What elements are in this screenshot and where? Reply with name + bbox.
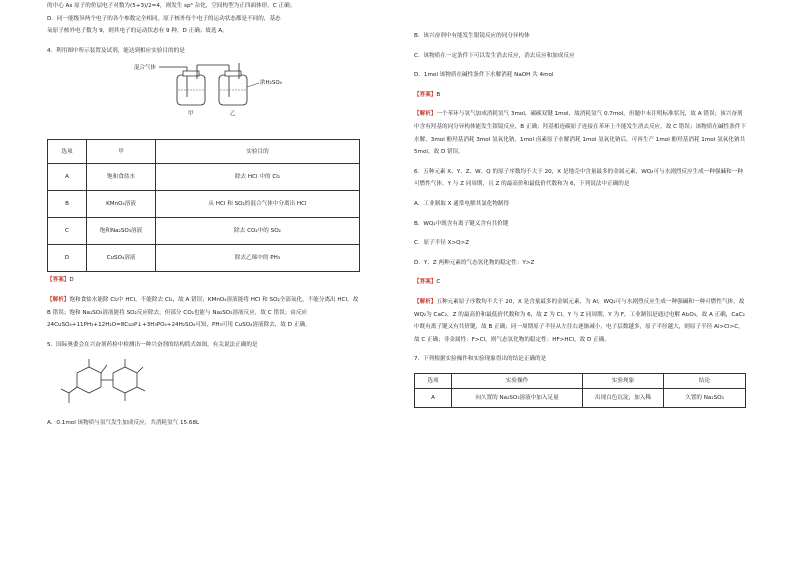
header-purpose: 实验目的 [156, 140, 360, 164]
cell-purpose: 除去 CO₂中的 SO₂ [156, 218, 360, 245]
molecule-structure [47, 351, 360, 417]
cell-conclusion: 久置的 Na₂SO₃ [664, 388, 746, 407]
header-operation: 实验操作 [452, 373, 583, 388]
bottle-a-label: 甲 [188, 111, 194, 118]
right-column [414, 0, 746, 408]
experiment-table [414, 373, 746, 408]
bottle-b-label: 乙 [230, 111, 236, 118]
para-2: D．同一能级异两个电子的各个参数完全相同。原子核外每个电子的运动状态都是不同的，基态 [47, 15, 281, 22]
para-3: 氧原子核外电子数为 9，则其电子的运动状态有 9 种，D 正确；故选 A。 [47, 28, 228, 35]
option-c: C．该物质在一定条件下可以发生消去反应，消去反应和加成反应 [414, 52, 575, 59]
molecule-drawing [47, 351, 207, 417]
header-reagent: 甲 [87, 140, 156, 164]
cell-reagent: CuSO₄溶液 [87, 245, 156, 272]
acid-label: 浓H₂SO₄ [260, 80, 282, 87]
analysis-text: 饱和食盐水能除 Cl₂中 HCl，不能除去 Cl₂，故 A 错误；KMnO₄溶液能将 HCl 和 SO₂全部氧化，不能分离出 HCl，故 B 错误；饱和 Na₂SO₃溶液能将 SO₂反应除去，但部分 CO₂也能与 Na₂SO₃溶液反应，故 C 错误；由反应 24CuSO₄+11PH₃+12H₂O=8Cu₃P↓+3H₃PO₄+24H₂SO₄可知，PH₃可用 CuSO₄溶液除去，故 D 正确。 [47, 296, 359, 329]
question-5-option-a: A．0.1mol 该物质与氢气发生加成反应，共消耗氢气 15.68L [47, 420, 200, 427]
cell-option: A [48, 164, 87, 191]
cell-operation: 向久置的 Na₂SO₃溶液中加入足量 [452, 388, 583, 407]
question-7: 7．下列根据实验操作和实验现象得出的结论正确的是 [414, 356, 547, 363]
analysis-paragraph [47, 294, 360, 332]
cell-purpose: 除去乙烯中的 PH₃ [156, 245, 360, 272]
cell-purpose: 除去 HCl 中的 Cl₂ [156, 164, 360, 191]
reagent-table [47, 139, 360, 272]
table-header-row [415, 373, 746, 388]
answer-label: 【答案】 [414, 91, 437, 98]
answer-line [414, 89, 746, 102]
question-6-option-c: C．原子半径 X>Q>Z [414, 240, 470, 247]
analysis-text: 一个苯环与氢气加成消耗氢气 3mol，碳碳双键 1mol，故消耗氢气 0.7mol，但题中未注明标准状况，故 A 错误；该兴奋剂中含有羟基的同分异构体能发生银镜反应，B 正确；羟基相连碳原子连接在苯环上不能发生消去反应，故 C 错误；该物质在碱性条件下水解，3mol 酚羟基消耗 3mol 氢氧化钠，1mol 卤素原子水解消耗 1mol 氢氧化钠后，可再生产 1mol 酚羟基消耗 1mol 氢氧化钠共 5mol，故 D 错误。 [414, 111, 746, 156]
question-6-option-b: B．WQ₂中既含有离子键又含有共价键 [414, 220, 509, 227]
question-6-option-d: D．Y、Z 两种元素的气态氢化物的稳定性：Y>Z [414, 259, 535, 266]
question-6-option-a: A．工业制取 X 通常电解其氯化物制得 [414, 200, 510, 207]
analysis-paragraph-2 [414, 296, 746, 346]
option-d: D．1mol 该物质在碱性条件下水解消耗 NaOH 共 4mol [414, 72, 554, 79]
question-5: 5．国际奥委会在兴奋剂药检中检测出一种兴奋剂的结构简式如图，有关说法正确的是 [47, 341, 258, 348]
question-4: 4．利用图中所示装置及试剂，能达到相应实验目的的是 [47, 47, 185, 54]
para-1: 的中心 As 原子的价层电子对数为(5+3)/2=4，则发生 sp³ 杂化，空间构型为正四面体形，C 正确； [47, 3, 296, 9]
answer-label: 【答案】 [47, 277, 70, 284]
answer-value: B [436, 91, 441, 98]
answer-value: D [69, 277, 74, 284]
answer-line-2 [414, 276, 746, 289]
header-option: 选项 [415, 373, 452, 388]
table-row [48, 191, 360, 218]
answer-value: C [436, 279, 441, 286]
analysis-label: 【解析】 [414, 298, 437, 305]
table-row [48, 218, 360, 245]
cell-option: B [48, 191, 87, 218]
cell-reagent: 饱和Na₂SO₃溶液 [87, 218, 156, 245]
table-row [48, 245, 360, 272]
analysis-label: 【解析】 [414, 111, 437, 118]
cell-option: A [415, 388, 452, 407]
cell-reagent: KMnO₄溶液 [87, 191, 156, 218]
apparatus-drawing [47, 57, 360, 119]
cell-reagent: 饱和食盐水 [87, 164, 156, 191]
answer-line [47, 274, 360, 287]
cell-phenomenon: 出现白色沉淀，加入稀 [583, 388, 664, 407]
table-row [415, 388, 746, 407]
analysis-paragraph [414, 108, 746, 158]
analysis-text: 五种元素原子序数均不大于 20，X 是含量最多的金属元素，为 Al，WQ₂可与水剧烈反应生成一种强碱和一种可燃性气体，故 WQ₂为 CaC₂，Z 的最高价和最低价代数和为 6，故 Z 为 Cl，Y 与 Z 同周期，Y 为 F，工业制铝是通过电解 Al₂O₃，故 A 正确，CaC₂中既有离子键又有共价键，故 B 正确；同一周期原子半径从左往右逐渐减小，电子层数越多，原子半径越大，则原子半径 Al>Cl>C，故 C 正确；非金属性：F>Cl，则气态氢化物的稳定性：HF>HCl，故 D 正确。 [414, 298, 745, 343]
cell-option: D [48, 245, 87, 272]
answer-label: 【答案】 [414, 279, 437, 286]
apparatus-diagram [47, 57, 360, 119]
cell-option: C [48, 218, 87, 245]
header-conclusion: 结论 [664, 373, 746, 388]
cell-purpose: 从 HCl 和 SO₂的混合气体中分离出 HCl [156, 191, 360, 218]
header-phenomenon: 实验现象 [583, 373, 664, 388]
question-6: 6．五种元素 X、Y、Z、W、Q 的原子序数均不大于 20，X 是地壳中含量最多的金属元素，WQ₂可与水剧烈反应生成一种强碱和一种可燃性气体，Y 与 Z 同周期，且 Z 的最高价和最低价代数和为 6，下列说法中正确的是 [414, 168, 743, 188]
table-row [48, 164, 360, 191]
left-column [47, 0, 360, 430]
option-b: B．该兴奋剂中有能发生银镜反应的同分异构体 [414, 33, 530, 39]
table-header-row [48, 140, 360, 164]
analysis-label: 【解析】 [47, 296, 70, 303]
gas-label: 混合气体 [134, 65, 157, 72]
header-option: 选项 [48, 140, 87, 164]
